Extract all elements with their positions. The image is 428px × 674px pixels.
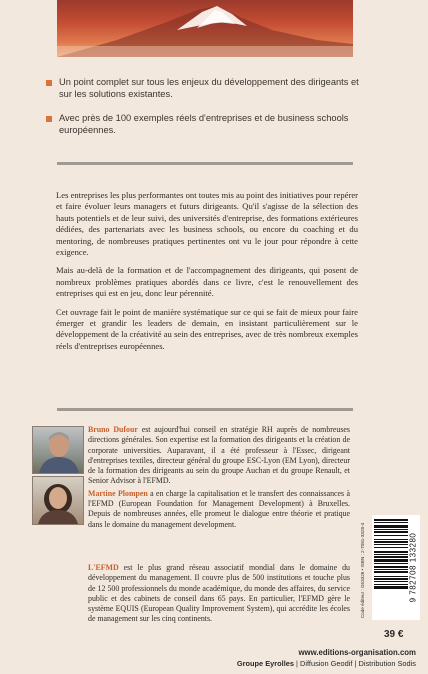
bullet-text: Avec près de 100 exemples réels d'entreprises et de business schools européennes. — [59, 113, 349, 135]
barcode-bars-icon — [374, 515, 408, 620]
cover-mountain-banner — [57, 0, 353, 57]
orange-square-bullet-icon — [46, 80, 52, 86]
author-photo-bruno-dufour — [32, 426, 84, 474]
author-bio-text: a en charge la capitalisation et le transfert des connaissances à l'EFMD (European Foundation for Management Development) à Bruxelles. Depuis de nombreuses années, elle promeut le dialogue entre théorie et pratique dans le domaine du management development. — [88, 488, 350, 529]
author-photo-martine-plompen — [32, 476, 84, 525]
price: 39 € — [384, 629, 404, 640]
publisher-name: Groupe Eyrolles — [236, 659, 294, 668]
publisher-code-text — [356, 520, 370, 620]
efmd-paragraph — [88, 563, 350, 625]
description-paragraph: Les entreprises les plus performantes ont toutes mis au point des initiatives pour repérer et faire évoluer leurs managers et futurs dirigeants. Qu'il s'agisse de la sélection des hauts potentiels et de leur suivi, des universités d'entreprise, des formations extérieures dédiées, des partenariats avec les business schools, ou encore du coaching et du mentoring, de nombreuses pratiques pertinentes ont vu le jour pour répondre à cette exigence. — [56, 190, 358, 258]
mountain-illustration — [57, 0, 353, 57]
publisher-code-label: Code éditeur : G53326 • ISBN : 2-7081-3328-4 — [360, 522, 366, 618]
efmd-lead: L'EFMD — [88, 563, 119, 572]
distribution-name: Distribution Sodis — [358, 659, 416, 668]
author-bios — [88, 425, 350, 532]
divider — [57, 408, 353, 411]
divider — [57, 162, 353, 165]
author-bio-text: est aujourd'hui conseil en stratégie RH auprès de nombreuses directions générales. Son expertise est la formation des dirigeants et la création de corporate universities. Auparavant, il a été professeur à l'Essec, dirigeant d'entreprises textiles, directeur général du groupe ESC-Lyon (EM Lyon), directeur de la formation des dirigeants au sein du groupe Auchan et du groupe Renault, et Senior Advisor à l'EFMD. — [88, 425, 350, 486]
book-description — [56, 190, 358, 359]
list-item — [46, 76, 366, 100]
author-name: Martine Plompen — [88, 488, 148, 498]
diffusion-name: Diffusion Geodif — [300, 659, 353, 668]
orange-square-bullet-icon — [46, 116, 52, 122]
key-points-list — [46, 76, 366, 148]
author-bio — [88, 425, 350, 487]
isbn-digits — [406, 515, 420, 620]
publisher-line: Groupe Eyrolles | Diffusion Geodif | Distribution Sodis — [236, 659, 416, 668]
bullet-text: Un point complet sur tous les enjeux du développement des dirigeants et sur les solutions existantes. — [59, 77, 359, 99]
isbn-digits-label: 9 782708 133280 — [408, 532, 418, 603]
efmd-description — [88, 563, 350, 625]
efmd-text: est le plus grand réseau associatif mondial dans le domaine du développement du management. Il couvre plus de 500 institutions et touche plus de 12 500 professionnels du monde académique, du monde des affaires, du service public et des cabinets de conseil dans 65 pays. En particulier, l'EFMD gère le système EQUIS (European Quality Improvement System), qui accrédite les écoles de management sur les cinq continents. — [88, 563, 350, 624]
publisher-website-link[interactable]: www.editions-organisation.com — [298, 648, 416, 657]
author-name: Bruno Dufour — [88, 425, 138, 434]
list-item — [46, 112, 366, 136]
description-paragraph: Cet ouvrage fait le point de manière systématique sur ce qui se fait de mieux pour faire émerger et grandir les leaders de demain, en insistant particulièrement sur le développement de la créativité au sein des entreprises, avec de très nombreux exemples réels d'entreprises européennes. — [56, 306, 358, 351]
description-paragraph: Mais au-delà de la formation et de l'accompagnement des dirigeants, qui posent de nombreux problèmes pratiques abordés dans ce livre, c'est le renouvellement des entreprises qui est en jeu, donc leur pérennité. — [56, 265, 358, 299]
author-bio — [88, 489, 350, 530]
